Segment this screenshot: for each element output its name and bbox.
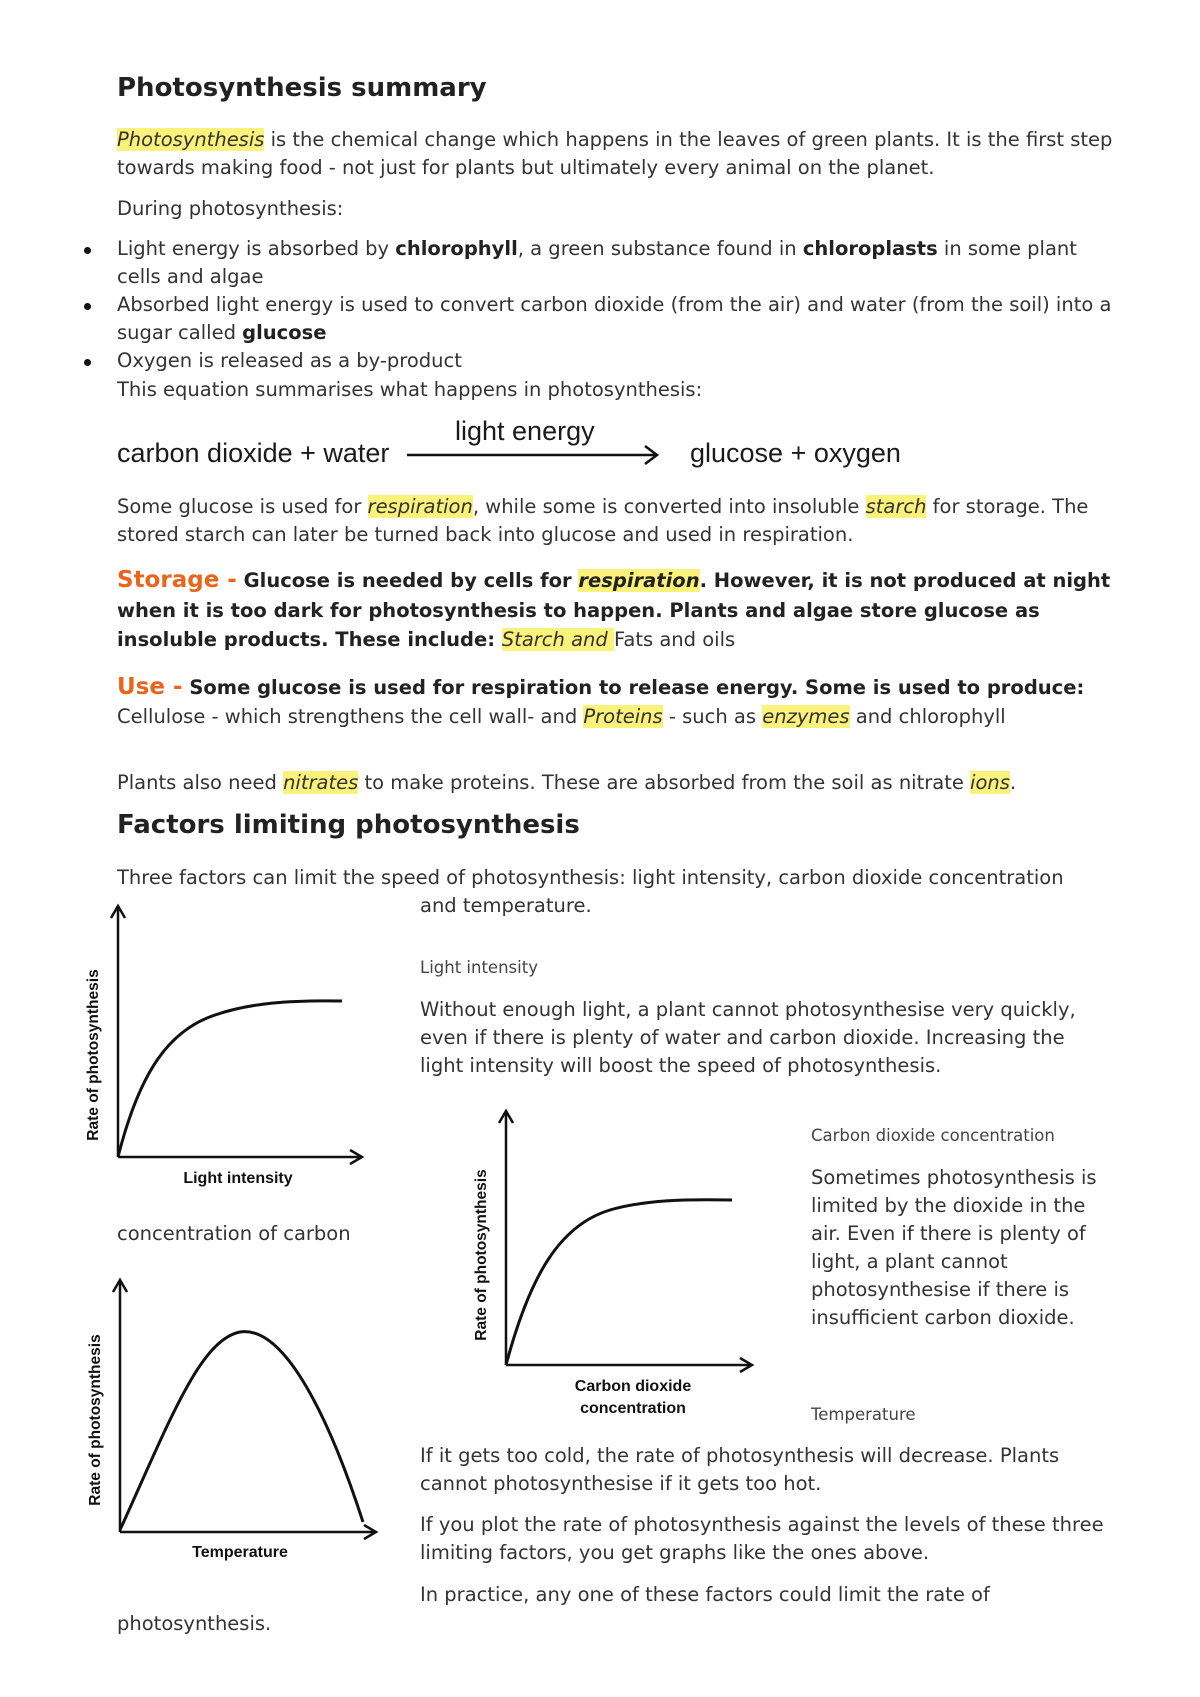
text: to make proteins. These are absorbed from the soil as nitrate bbox=[358, 771, 971, 794]
temperature-text-4: photosynthesis. bbox=[117, 1612, 272, 1635]
bullet-text: Light energy is absorbed by bbox=[117, 237, 396, 260]
co2-heading: Carbon dioxide concentration bbox=[811, 1126, 1055, 1145]
term-proteins: Proteins bbox=[583, 704, 663, 728]
intro-text: is the chemical change which happens in the leaves of green plants. It is the first step towards making food - not just for plants but ultimately every animal on the planet. bbox=[117, 128, 1113, 179]
bullet-item bbox=[117, 291, 1117, 347]
light-heading: Light intensity bbox=[420, 958, 538, 977]
equation-condition: light energy bbox=[455, 416, 595, 446]
text: for storage. The stored starch can later be turned back into glucose and used in respiration. bbox=[117, 495, 1089, 546]
temperature-graph bbox=[80, 1270, 390, 1570]
keyword: chloroplasts bbox=[802, 237, 938, 260]
factors-intro: Three factors can limit the speed of photosynthesis: light intensity, carbon dioxide concentration bbox=[117, 866, 1064, 889]
y-axis-label: Rate of photosynthesis bbox=[87, 1334, 104, 1506]
temperature-text-2: If you plot the rate of photosynthesis against the levels of these three limiting factors, you get graphs like the ones above. bbox=[420, 1513, 1104, 1564]
bullet-text: in some plant cells and algae bbox=[117, 237, 1077, 288]
text: Fats and oils bbox=[613, 628, 736, 651]
term-ions: ions bbox=[970, 771, 1010, 794]
text: - such as bbox=[662, 704, 763, 728]
keyword: chlorophyll bbox=[395, 237, 518, 260]
page-title: Photosynthesis summary bbox=[117, 73, 487, 103]
co2-concentration-graph bbox=[470, 1105, 770, 1425]
nitrates-paragraph bbox=[117, 769, 1117, 797]
equation-arrow bbox=[405, 443, 665, 467]
x-axis-label: Light intensity bbox=[183, 1170, 293, 1187]
x-axis-label-line-1: Carbon dioxide bbox=[574, 1378, 692, 1395]
text: Plants also need bbox=[117, 771, 284, 794]
bullet-text: Absorbed light energy is used to convert carbon dioxide (from the air) and water (from the soil) into a sugar called bbox=[117, 293, 1112, 344]
storage-paragraph bbox=[117, 566, 1127, 655]
term-enzymes: enzymes bbox=[762, 704, 850, 728]
bullet-item bbox=[117, 347, 1117, 375]
light-text: Without enough light, a plant cannot photosynthesise very quickly, even if there is plenty of water and carbon dioxide. Increasing the light intensity will boost the speed of photosynthesis. bbox=[420, 998, 1076, 1077]
equation-reactants: carbon dioxide + water bbox=[117, 438, 390, 468]
bullet-text: , a green substance found in bbox=[517, 237, 803, 260]
term-respiration: respiration bbox=[578, 569, 700, 592]
temperature-text-1: If it gets too cold, the rate of photosynthesis will decrease. Plants cannot photosynthesise if it gets too hot. bbox=[420, 1444, 1060, 1495]
keyword: glucose bbox=[242, 321, 327, 344]
bullet-item bbox=[117, 235, 1117, 291]
rate-curve bbox=[506, 1200, 732, 1365]
storage-label: Storage - bbox=[117, 567, 237, 593]
temperature-heading: Temperature bbox=[811, 1405, 916, 1424]
intro-paragraph bbox=[117, 126, 1117, 182]
term-starch: starch bbox=[865, 495, 927, 518]
y-axis-label: Rate of photosynthesis bbox=[85, 969, 102, 1141]
term-nitrates: nitrates bbox=[283, 771, 359, 794]
bullet-text: Oxygen is released as a by-product bbox=[117, 349, 462, 372]
term-respiration: respiration bbox=[367, 495, 473, 518]
term-starch: Starch and bbox=[501, 628, 614, 651]
text: and chlorophyll bbox=[849, 704, 1006, 728]
text: Glucose is needed by cells for bbox=[236, 569, 579, 592]
y-axis-label: Rate of photosynthesis bbox=[473, 1169, 490, 1341]
x-axis-label-line-2: concentration bbox=[580, 1400, 686, 1417]
rate-curve bbox=[120, 1332, 363, 1530]
during-label: During photosynthesis: bbox=[117, 197, 344, 220]
use-paragraph bbox=[117, 673, 1127, 731]
text: Some glucose is used for bbox=[117, 495, 368, 518]
text: . However, it is not produced at night when it is too dark for photosynthesis to happen. Plants and algae store glucose as insoluble products. These include: bbox=[117, 569, 1111, 651]
text: Cellulose - which strengthens the cell wall- and bbox=[117, 704, 584, 728]
term-photosynthesis: Photosynthesis bbox=[117, 128, 265, 151]
equation-products: glucose + oxygen bbox=[690, 438, 901, 468]
factors-heading: Factors limiting photosynthesis bbox=[117, 810, 580, 840]
co2-fragment: concentration of carbon bbox=[117, 1222, 351, 1245]
temperature-text-3: In practice, any one of these factors could limit the rate of bbox=[420, 1583, 990, 1606]
light-intensity-graph bbox=[80, 900, 380, 1200]
bullet-list bbox=[117, 235, 1117, 375]
rate-curve bbox=[118, 1001, 342, 1157]
use-label: Use - bbox=[117, 674, 183, 700]
equation-intro: This equation summarises what happens in photosynthesis: bbox=[117, 378, 703, 401]
text: . bbox=[1009, 771, 1017, 794]
text: Some glucose is used for respiration to release energy. Some is used to produce: bbox=[182, 676, 1085, 699]
text: , while some is converted into insoluble bbox=[472, 495, 866, 518]
factors-intro-cont: and temperature. bbox=[420, 894, 592, 917]
x-axis-label: Temperature bbox=[192, 1544, 288, 1561]
glucose-paragraph bbox=[117, 493, 1117, 549]
co2-text: Sometimes photosynthesis is limited by the dioxide in the air. Even if there is plenty of light, a plant cannot photosynthesise if there is insufficient carbon dioxide. bbox=[811, 1166, 1097, 1329]
